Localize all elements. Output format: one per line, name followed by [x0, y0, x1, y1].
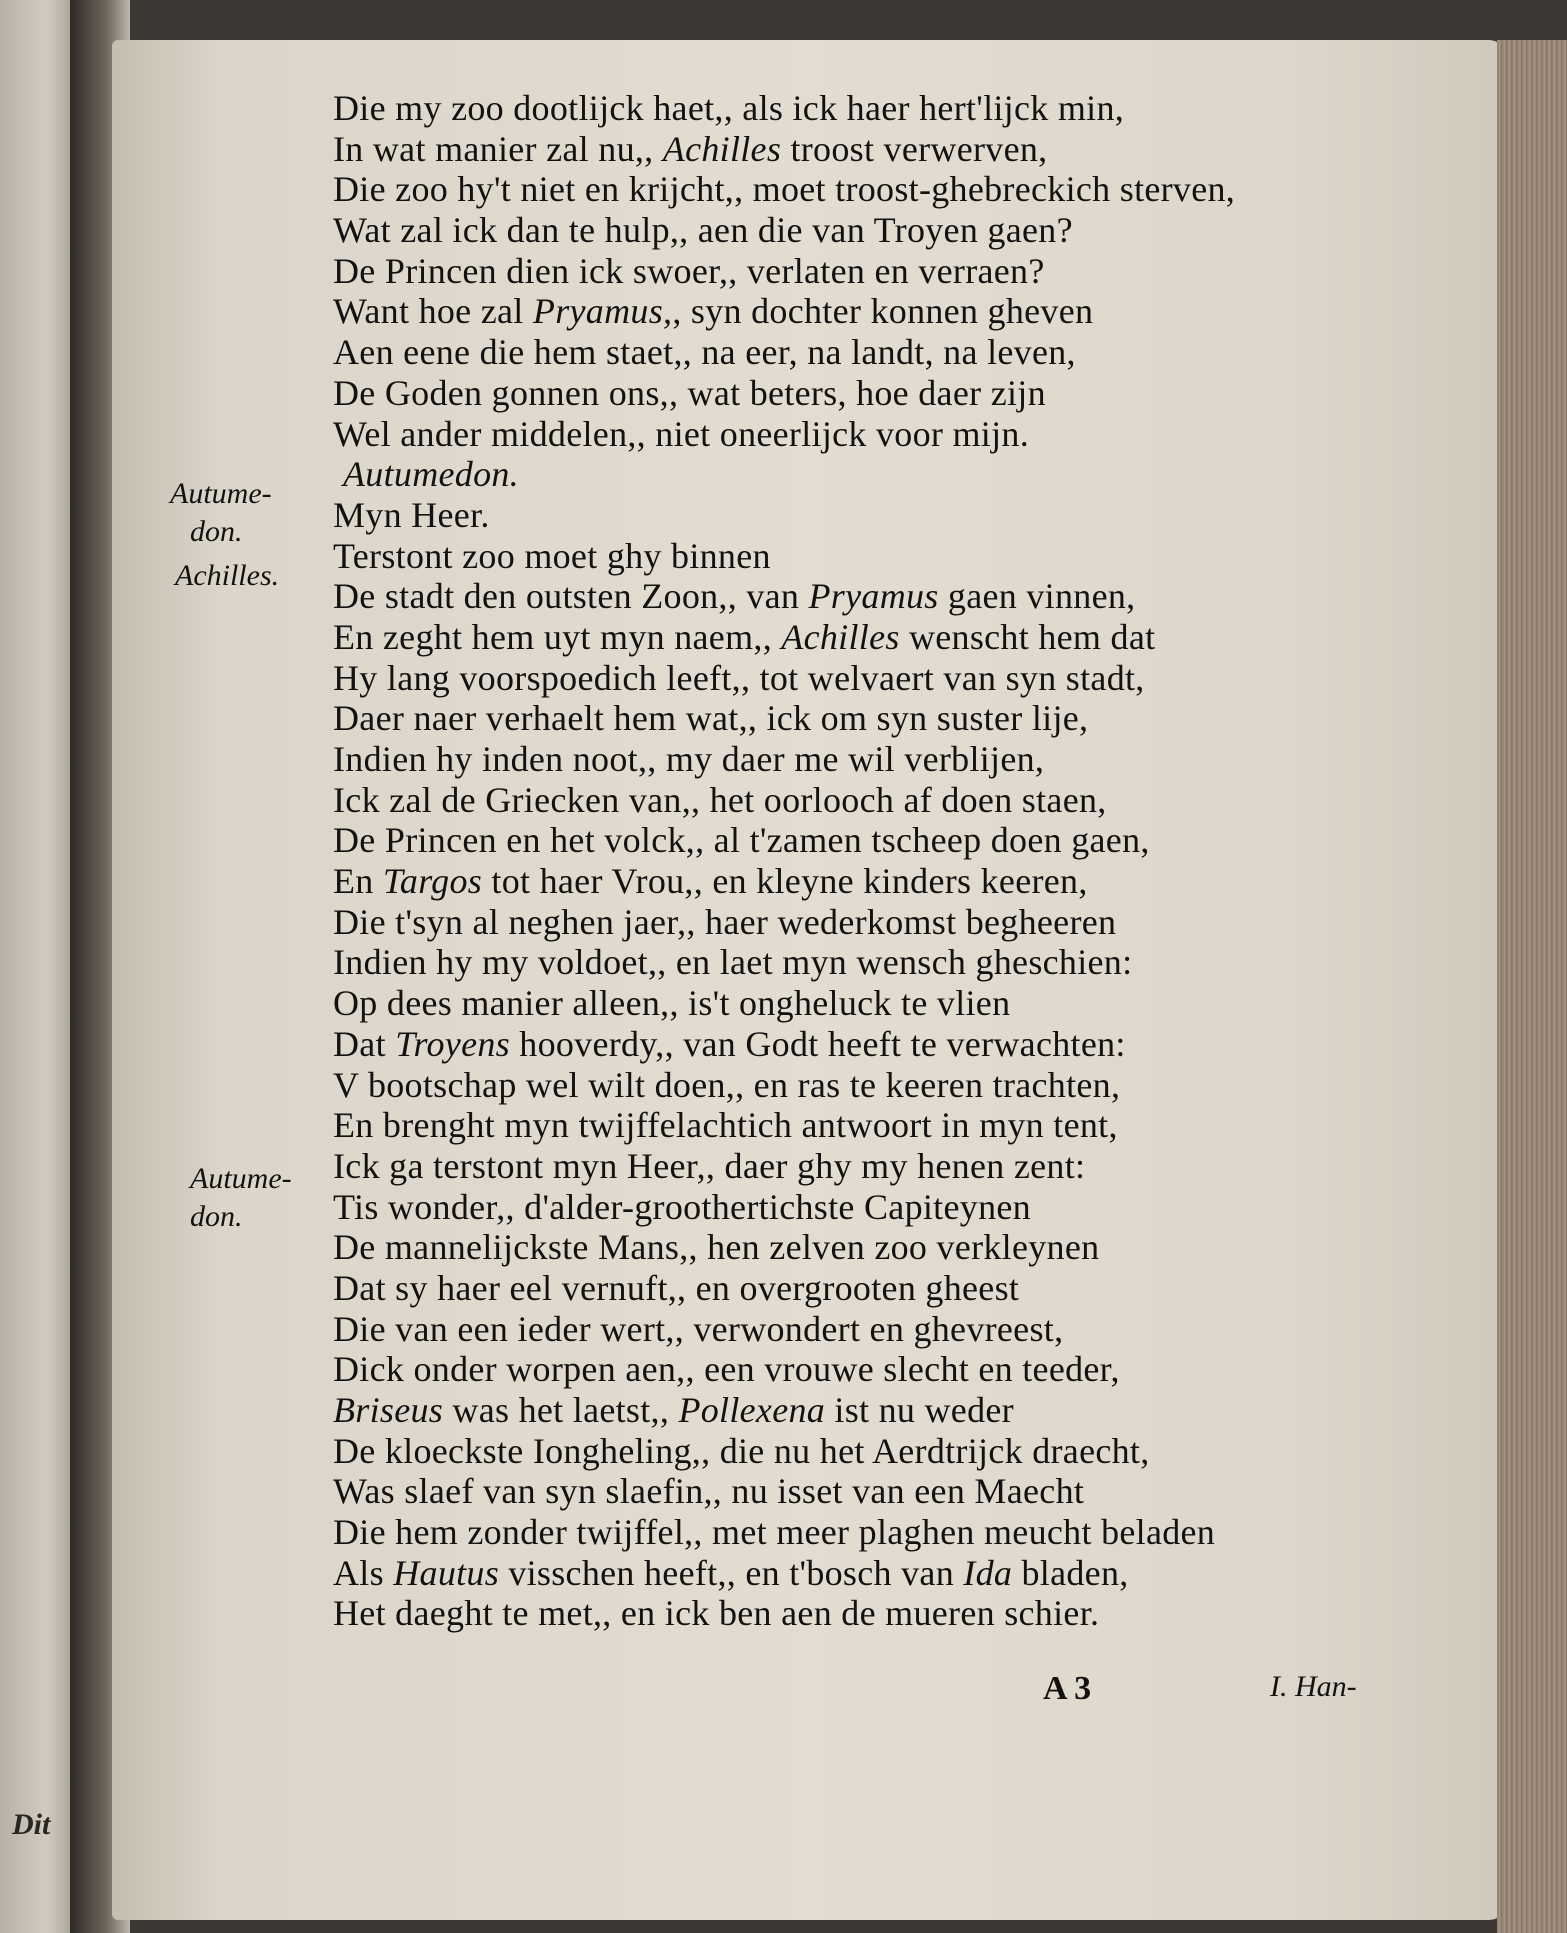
verse-fragment: Die my zoo dootlijck haet,, als ick haer hert'lijck min,: [333, 88, 1125, 128]
verse-fragment: Die t'syn al neghen jaer,, haer wederkomst begheeren: [333, 901, 1117, 942]
verse-fragment: En brenght myn twijffelachtich antwoort in myn tent,: [333, 1105, 1118, 1146]
verse-fragment: Dat: [333, 1023, 396, 1064]
verse-fragment: Aen eene die hem staet,, na eer, na landt, na leven,: [333, 332, 1076, 373]
verse-fragment: Pryamus: [808, 576, 939, 617]
verse-fragment: Tis wonder,, d'alder-groothertichste Capiteynen: [333, 1186, 1031, 1227]
verse-fragment: bladen,: [1012, 1552, 1129, 1593]
margin-note-line: don.: [190, 515, 243, 548]
verse-line: [333, 1349, 1333, 1390]
verse-fragment: Ick ga terstont myn Heer,, daer ghy my henen zent:: [333, 1145, 1086, 1186]
verse-line: [333, 861, 1333, 902]
verse-line: [333, 536, 1333, 577]
verse-line: [333, 251, 1333, 292]
verse-fragment: wenscht hem dat: [899, 616, 1156, 657]
margin-speaker-achilles: [175, 557, 279, 595]
verse-fragment: was het laetst,,: [443, 1390, 679, 1430]
verse-fragment: Wel ander middelen,, niet oneerlijck voor mijn.: [333, 413, 1029, 454]
margin-speaker-autumedon-1: [170, 475, 272, 551]
verse-line: [333, 1187, 1333, 1228]
page-edges: [1497, 40, 1567, 1933]
verse-fragment: Indien hy my voldoet,, en laet myn wensch gheschien:: [333, 942, 1133, 983]
verse-fragment: hooverdy,, van Godt heeft te verwachten:: [509, 1023, 1126, 1064]
verse-line: [333, 780, 1333, 821]
verse-fragment: En zeght hem uyt myn naem,,: [333, 616, 782, 657]
margin-note-line: Autume-: [190, 1162, 292, 1195]
verse-fragment: , syn dochter konnen gheven: [672, 291, 1094, 332]
verse-fragment: Als: [333, 1552, 394, 1593]
verse-fragment: ist nu weder: [825, 1390, 1014, 1430]
signature-mark: A 3: [1043, 1670, 1092, 1707]
margin-note-line: don.: [190, 1200, 243, 1233]
verse-fragment: Terstont zoo moet ghy binnen: [333, 535, 771, 576]
verse-line: [333, 169, 1333, 210]
verse-line: [333, 1553, 1333, 1594]
verse-line: [333, 1431, 1333, 1472]
verse-fragment: Die van een ieder wert,, verwondert en ghevreest,: [333, 1308, 1064, 1349]
verse-fragment: Dat sy haer eel vernuft,, en overgrooten gheest: [333, 1267, 1020, 1308]
verse-line: [333, 495, 1333, 536]
verse-fragment: Was slaef van syn slaefin,, nu isset van een Maecht: [333, 1471, 1085, 1512]
verse-fragment: Achilles: [662, 128, 782, 169]
verse-fragment: De Princen dien ick swoer,, verlaten en verraen?: [333, 250, 1045, 291]
verse-fragment: Dick onder worpen aen,, een vrouwe slecht en teeder,: [333, 1349, 1120, 1390]
verse-fragment: Hautus: [393, 1552, 500, 1593]
verse-line: [333, 942, 1333, 983]
verse-fragment: De stadt den outsten Zoon,, van: [333, 576, 809, 617]
verse-line: [333, 1146, 1333, 1187]
verse-fragment: tot haer Vrou,, en kleyne kinders keeren,: [482, 861, 1088, 902]
verse-fragment: Die hem zonder twijffel,, met meer plaghen meucht beladen: [333, 1512, 1216, 1553]
verse-fragment: gaen vinnen,: [938, 576, 1136, 617]
verse-line: [333, 820, 1333, 861]
verse-line: [333, 1268, 1333, 1309]
verse-line: [333, 1593, 1333, 1634]
verse-fragment: De Princen en het volck,, al t'zamen tscheep doen gaen,: [333, 820, 1150, 861]
verse-fragment: Indien hy inden noot,, my daer me wil verblijen,: [333, 739, 1045, 779]
verse-line: [333, 332, 1333, 373]
verse-line: [333, 698, 1333, 739]
verse-line: [333, 1024, 1333, 1065]
verse-fragment: Autumedon.: [343, 454, 519, 495]
verse-line: [333, 1065, 1333, 1106]
margin-speaker-autumedon-2: [190, 1160, 292, 1236]
verse-fragment: De kloeckste Iongheling,, die nu het Aerdtrijck draecht,: [333, 1430, 1150, 1471]
verse-line: [333, 1390, 1333, 1431]
verse-line: [333, 1309, 1333, 1350]
verse-fragment: Pryamus,: [532, 291, 673, 332]
verse-line: [333, 902, 1333, 943]
verse-fragment: Troyens: [395, 1023, 510, 1064]
verse-line: [333, 1471, 1333, 1512]
verse-fragment: Wat zal ick dan te hulp,, aen die van Troyen gaen?: [333, 210, 1073, 251]
verse-line: [333, 414, 1333, 455]
verse-fragment: Achilles: [781, 616, 900, 657]
verse-fragment: Daer naer verhaelt hem wat,, ick om syn suster lije,: [333, 698, 1089, 739]
verse-fragment: Briseus: [333, 1390, 444, 1430]
verse-fragment: Ida: [963, 1552, 1013, 1593]
verse-line: [333, 454, 1333, 495]
verse-line: [333, 129, 1333, 170]
verse-line: [333, 1227, 1333, 1268]
verse-fragment: Pollexena: [678, 1390, 826, 1430]
verse-line: [333, 576, 1333, 617]
verse-line: [333, 88, 1333, 129]
verse-fragment: En: [333, 861, 383, 902]
verse-fragment: De Goden gonnen ons,, wat beters, hoe daer zijn: [333, 372, 1046, 413]
verse-line: [333, 1105, 1333, 1146]
verse-fragment: Targos: [382, 861, 483, 902]
verse-fragment: V bootschap wel wilt doen,, en ras te keeren trachten,: [333, 1064, 1121, 1105]
verse-fragment: Die zoo hy't niet en krijcht,, moet troost-ghebreckich sterven,: [333, 169, 1236, 210]
verse-line: [333, 373, 1333, 414]
verse-fragment: De mannelijckste Mans,, hen zelven zoo verkleynen: [333, 1227, 1100, 1268]
verse-fragment: Myn Heer.: [333, 494, 490, 535]
margin-note-line: Achilles.: [175, 559, 280, 592]
verse-fragment: Het daeght te met,, en ick ben aen de mueren schier.: [333, 1593, 1100, 1634]
verse-fragment: visschen heeft,, en t'bosch van: [499, 1552, 964, 1593]
verse-fragment: Op dees manier alleen,, is't ongheluck te vlien: [333, 983, 1011, 1024]
verse-text: [333, 88, 1333, 1634]
verse-line: [333, 658, 1333, 699]
verse-line: [333, 210, 1333, 251]
verse-line: [333, 983, 1333, 1024]
verse-fragment: Ick zal de Griecken van,, het oorlooch af doen staen,: [333, 779, 1107, 820]
verse-fragment: Want hoe zal: [333, 291, 533, 332]
verse-line: [333, 291, 1333, 332]
verse-line: [333, 1512, 1333, 1553]
verse-line: [333, 739, 1333, 780]
margin-note-line: Autume-: [170, 477, 272, 510]
catchword: I. Han-: [1270, 1670, 1357, 1703]
verse-fragment: In wat manier zal nu,,: [333, 128, 663, 169]
verse-fragment: Hy lang voorspoedich leeft,, tot welvaert van syn stadt,: [333, 657, 1145, 698]
verse-line: [333, 617, 1333, 658]
verse-fragment: troost verwerven,: [781, 128, 1048, 169]
left-catchword: Dit: [12, 1808, 51, 1841]
